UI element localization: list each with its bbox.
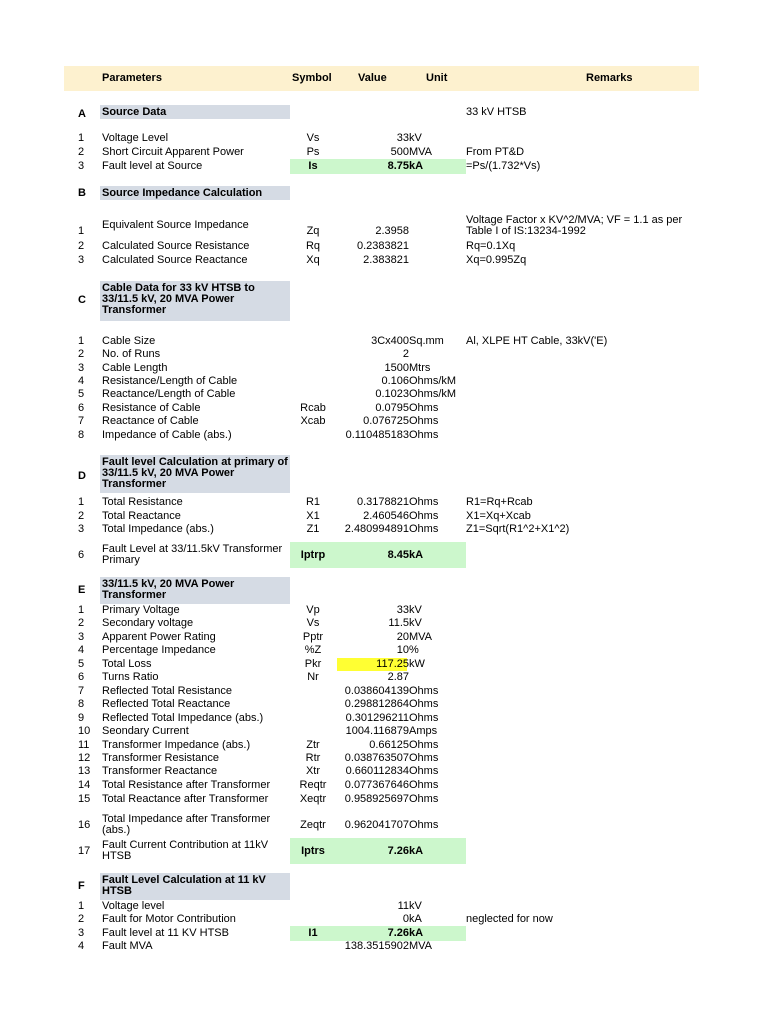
table-row bbox=[0, 685, 768, 698]
value-cell: 0.076725 bbox=[363, 415, 409, 427]
unit-cell: kA bbox=[409, 845, 424, 857]
section-letter-c: C bbox=[78, 294, 86, 306]
row-number: 8 bbox=[78, 698, 85, 710]
symbol-cell: Reqtr bbox=[299, 779, 327, 791]
unit-cell: Ohms/kM bbox=[409, 375, 457, 387]
table-row bbox=[0, 813, 768, 837]
row-number: 8 bbox=[78, 429, 85, 441]
table-row bbox=[0, 927, 768, 940]
value-cell: 33 bbox=[396, 132, 409, 144]
unit-cell: kW bbox=[409, 658, 425, 670]
parameter-name: No. of Runs bbox=[102, 348, 161, 360]
row-number: 6 bbox=[78, 549, 85, 561]
row-number: 12 bbox=[78, 752, 91, 764]
section-title-b: Source Impedance Calculation bbox=[100, 186, 290, 200]
column-header-bar bbox=[64, 66, 699, 91]
value-cell: 8.75 bbox=[387, 160, 409, 172]
symbol-cell: Rcab bbox=[300, 402, 326, 414]
value-cell: 7.26 bbox=[387, 927, 409, 939]
value-cell: 0.106 bbox=[381, 375, 409, 387]
remarks-cell: neglected for now bbox=[466, 913, 553, 925]
value-cell: 0.66125 bbox=[369, 739, 409, 751]
remarks-cell: Al, XLPE HT Cable, 33kV('E) bbox=[466, 335, 608, 347]
unit-cell: MVA bbox=[409, 940, 433, 952]
row-number: 7 bbox=[78, 415, 85, 427]
table-row bbox=[0, 429, 768, 442]
symbol-cell: Xq bbox=[306, 254, 320, 266]
value-cell: 0.301296211 bbox=[345, 712, 409, 724]
unit-cell: Ohms bbox=[409, 496, 439, 508]
header-parameters: Parameters bbox=[102, 72, 162, 84]
unit-cell: MVA bbox=[409, 631, 433, 643]
table-row bbox=[0, 913, 768, 926]
row-number: 3 bbox=[78, 631, 85, 643]
value-cell: 0.038604139 bbox=[344, 685, 409, 697]
parameter-name: Short Circuit Apparent Power bbox=[102, 146, 244, 158]
parameter-name: Cable Length bbox=[102, 362, 168, 374]
parameter-name: Resistance of Cable bbox=[102, 402, 201, 414]
parameter-name: Voltage Level bbox=[102, 132, 169, 144]
row-number: 17 bbox=[78, 845, 91, 857]
parameter-name: Equivalent Source Impedance bbox=[102, 219, 249, 231]
section-letter-e: E bbox=[78, 584, 86, 596]
section-title-a: Source Data bbox=[100, 105, 290, 119]
section-letter-b: B bbox=[78, 187, 86, 199]
value-cell: 0.077367646 bbox=[344, 779, 409, 791]
value-cell: 10 bbox=[396, 644, 409, 656]
unit-cell: Ohms bbox=[409, 819, 439, 831]
value-cell: 11 bbox=[397, 900, 409, 912]
value-cell: 0.038763507 bbox=[344, 752, 409, 764]
row-number: 4 bbox=[78, 644, 85, 656]
unit-cell: Ohms bbox=[409, 510, 439, 522]
row-number: 6 bbox=[78, 402, 85, 414]
unit-cell: Ohms bbox=[409, 698, 439, 710]
table-row bbox=[0, 335, 768, 348]
row-number: 11 bbox=[78, 739, 90, 751]
header-remarks: Remarks bbox=[586, 72, 633, 84]
value-cell: 0.0795 bbox=[375, 402, 409, 414]
remarks-cell: X1=Xq+Xcab bbox=[466, 510, 531, 522]
unit-cell: MVA bbox=[409, 146, 433, 158]
symbol-cell: Vs bbox=[306, 617, 320, 629]
unit-cell: kV bbox=[409, 604, 422, 616]
parameter-name: Percentage Impedance bbox=[102, 644, 216, 656]
parameter-name: Total Impedance after Transformer (abs.) bbox=[102, 813, 271, 836]
row-number: 1 bbox=[78, 604, 85, 616]
symbol-cell: Iptrs bbox=[301, 845, 325, 857]
row-number: 1 bbox=[78, 225, 85, 237]
section-letter-d: D bbox=[78, 470, 86, 482]
table-row bbox=[0, 765, 768, 778]
parameter-name: Total Resistance after Transformer bbox=[102, 779, 271, 791]
value-cell: 2.480994891 bbox=[344, 523, 409, 535]
row-number: 16 bbox=[78, 819, 91, 831]
table-row bbox=[0, 671, 768, 684]
row-number: 3 bbox=[78, 254, 85, 266]
table-row bbox=[0, 146, 768, 159]
remarks-cell: R1=Rq+Rcab bbox=[466, 496, 533, 508]
row-number: 5 bbox=[78, 658, 85, 670]
value-cell: 0.110485183 bbox=[345, 429, 409, 441]
value-cell: 20 bbox=[396, 631, 409, 643]
table-row bbox=[0, 839, 768, 863]
unit-cell: kV bbox=[409, 617, 422, 629]
symbol-cell: Vp bbox=[306, 604, 320, 616]
unit-cell: Ohms bbox=[409, 523, 439, 535]
parameter-name: Seondary Current bbox=[102, 725, 189, 737]
value-cell: 0 bbox=[402, 913, 409, 925]
remarks-cell: Xq=0.995Zq bbox=[466, 254, 527, 266]
table-row bbox=[0, 132, 768, 145]
symbol-cell: Pkr bbox=[304, 658, 322, 670]
table-row bbox=[0, 523, 768, 536]
symbol-cell: %Z bbox=[304, 644, 322, 656]
parameter-name: Total Reactance bbox=[102, 510, 181, 522]
unit-cell: Sq.mm bbox=[409, 335, 444, 347]
symbol-cell: Nr bbox=[307, 671, 319, 683]
unit-cell: kV bbox=[409, 132, 422, 144]
parameter-name: Primary Voltage bbox=[102, 604, 180, 616]
parameter-name: Secondary voltage bbox=[102, 617, 194, 629]
symbol-cell: Iptrp bbox=[300, 549, 326, 561]
row-number: 1 bbox=[78, 132, 85, 144]
value-cell: 117.25 bbox=[376, 658, 409, 670]
table-row bbox=[0, 388, 768, 401]
parameter-name: Calculated Source Reactance bbox=[102, 254, 248, 266]
parameter-name: Resistance/Length of Cable bbox=[102, 375, 238, 387]
row-number: 5 bbox=[78, 388, 85, 400]
unit-cell: Mtrs bbox=[409, 362, 431, 374]
value-cell: 2.87 bbox=[387, 671, 409, 683]
row-number: 3 bbox=[78, 160, 85, 172]
parameter-name: Calculated Source Resistance bbox=[102, 240, 250, 252]
row-number: 10 bbox=[78, 725, 91, 737]
parameter-name: Voltage level bbox=[102, 900, 165, 912]
symbol-cell: I1 bbox=[308, 927, 318, 939]
parameter-name: Fault for Motor Contribution bbox=[102, 913, 236, 925]
value-cell: 1500 bbox=[384, 362, 409, 374]
value-cell: 8.45 bbox=[387, 549, 409, 561]
symbol-cell: Ps bbox=[306, 146, 320, 158]
unit-cell: Ohms bbox=[409, 685, 439, 697]
value-cell: 0.2383821 bbox=[357, 240, 409, 252]
parameter-name: Fault level at Source bbox=[102, 160, 203, 172]
header-unit: Unit bbox=[426, 72, 448, 84]
unit-cell: Ohms bbox=[409, 429, 439, 441]
value-cell: 2.383821 bbox=[363, 254, 409, 266]
row-number: 13 bbox=[78, 765, 91, 777]
parameter-name: Transformer Impedance (abs.) bbox=[102, 739, 251, 751]
value-cell: 2.3958 bbox=[375, 225, 409, 237]
unit-cell: Ohms bbox=[409, 415, 439, 427]
parameter-name: Transformer Reactance bbox=[102, 765, 218, 777]
row-number: 1 bbox=[78, 496, 85, 508]
section-letter-a: A bbox=[78, 108, 86, 120]
table-row bbox=[0, 254, 768, 267]
row-number: 6 bbox=[78, 671, 85, 683]
value-cell: 2.460546 bbox=[363, 510, 409, 522]
unit-cell: kA bbox=[409, 913, 422, 925]
row-number: 2 bbox=[78, 913, 85, 925]
unit-cell: Ohms bbox=[409, 402, 439, 414]
row-number: 3 bbox=[78, 523, 85, 535]
value-cell: 0.958925697 bbox=[344, 793, 409, 805]
table-row bbox=[0, 940, 768, 953]
table-row bbox=[0, 348, 768, 361]
table-row bbox=[0, 658, 768, 671]
parameter-name: Reactance/Length of Cable bbox=[102, 388, 236, 400]
parameter-name: Apparent Power Rating bbox=[102, 631, 216, 643]
parameter-name: Fault MVA bbox=[102, 940, 153, 952]
header-value: Value bbox=[358, 72, 387, 84]
row-number: 9 bbox=[78, 712, 85, 724]
table-row bbox=[0, 793, 768, 806]
remarks-cell: Voltage Factor x KV^2/MVA; VF = 1.1 as per Table I of IS:13234-1992 bbox=[466, 214, 683, 237]
parameter-name: Reflected Total Resistance bbox=[102, 685, 233, 697]
table-row bbox=[0, 415, 768, 428]
row-number: 2 bbox=[78, 617, 85, 629]
parameter-name: Reactance of Cable bbox=[102, 415, 199, 427]
symbol-cell: Zq bbox=[306, 225, 320, 237]
parameter-name: Transformer Resistance bbox=[102, 752, 219, 764]
parameter-name: Reflected Total Reactance bbox=[102, 698, 231, 710]
row-number: 4 bbox=[78, 940, 85, 952]
symbol-cell: Xcab bbox=[300, 415, 326, 427]
table-row bbox=[0, 698, 768, 711]
section-remark-a: 33 kV HTSB bbox=[466, 106, 527, 118]
value-cell: 3Cx400 bbox=[371, 335, 409, 347]
table-row bbox=[0, 240, 768, 253]
symbol-cell: Vs bbox=[306, 132, 320, 144]
table-row bbox=[0, 510, 768, 523]
row-number: 2 bbox=[78, 348, 85, 360]
parameter-name: Total Impedance (abs.) bbox=[102, 523, 214, 535]
table-row bbox=[0, 779, 768, 792]
remarks-cell: From PT&D bbox=[466, 146, 525, 158]
table-row bbox=[0, 739, 768, 752]
table-row bbox=[0, 631, 768, 644]
unit-cell: Ohms bbox=[409, 712, 439, 724]
remarks-cell: =Ps/(1.732*Vs) bbox=[466, 160, 541, 172]
row-number: 7 bbox=[78, 685, 85, 697]
unit-cell: Ohms bbox=[409, 779, 439, 791]
row-number: 4 bbox=[78, 375, 85, 387]
symbol-cell: Xeqtr bbox=[299, 793, 327, 805]
value-cell: 7.26 bbox=[387, 845, 409, 857]
value-cell: 0.962041707 bbox=[344, 819, 409, 831]
parameter-name: Total Loss bbox=[102, 658, 152, 670]
row-number: 14 bbox=[78, 779, 91, 791]
row-number: 3 bbox=[78, 927, 85, 939]
row-number: 1 bbox=[78, 900, 85, 912]
section-letter-f: F bbox=[78, 880, 85, 892]
table-row bbox=[0, 496, 768, 509]
unit-cell: Ohms bbox=[409, 765, 439, 777]
unit-cell: Ohms bbox=[409, 739, 439, 751]
table-row bbox=[0, 725, 768, 738]
row-number: 3 bbox=[78, 362, 85, 374]
parameter-name: Total Resistance bbox=[102, 496, 183, 508]
unit-cell: Amps bbox=[409, 725, 438, 737]
remarks-cell: Z1=Sqrt(R1^2+X1^2) bbox=[466, 523, 570, 535]
table-row bbox=[0, 752, 768, 765]
unit-cell: kA bbox=[409, 927, 424, 939]
symbol-cell: Zeqtr bbox=[300, 819, 326, 831]
symbol-cell: Ztr bbox=[306, 739, 320, 751]
value-cell: 1004.116879 bbox=[345, 725, 409, 737]
unit-cell: Ohms/kM bbox=[409, 388, 457, 400]
value-cell: 500 bbox=[390, 146, 409, 158]
symbol-cell: Rq bbox=[305, 240, 321, 252]
table-row bbox=[0, 712, 768, 725]
table-row bbox=[0, 617, 768, 630]
unit-cell: % bbox=[409, 644, 419, 656]
unit-cell: kA bbox=[409, 160, 424, 172]
symbol-cell: X1 bbox=[306, 510, 320, 522]
value-cell: 2 bbox=[402, 348, 409, 360]
parameter-name: Cable Size bbox=[102, 335, 156, 347]
value-cell: 0.3178821 bbox=[357, 496, 409, 508]
section-title-c: Cable Data for 33 kV HTSB to 33/11.5 kV, 20 MVA Power Transformer bbox=[100, 281, 290, 321]
value-cell: 33 bbox=[396, 604, 409, 616]
row-number: 2 bbox=[78, 146, 85, 158]
parameter-name: Fault Level at 33/11.5kV Transformer Primary bbox=[102, 543, 283, 566]
table-row bbox=[0, 543, 768, 567]
symbol-cell: Is bbox=[308, 160, 318, 172]
unit-cell: Ohms bbox=[409, 793, 439, 805]
symbol-cell: Z1 bbox=[306, 523, 320, 535]
unit-cell: Ohms bbox=[409, 752, 439, 764]
value-cell: 11.5 bbox=[388, 617, 409, 629]
parameter-name: Fault Current Contribution at 11kV HTSB bbox=[102, 839, 269, 862]
row-number: 15 bbox=[78, 793, 91, 805]
section-title-d: Fault level Calculation at primary of 33/11.5 kV, 20 MVA Power Transformer bbox=[100, 455, 290, 493]
unit-cell: kV bbox=[409, 900, 422, 912]
unit-cell: kA bbox=[409, 549, 424, 561]
parameter-name: Fault level at 11 KV HTSB bbox=[102, 927, 229, 939]
table-row bbox=[0, 362, 768, 375]
row-number: 1 bbox=[78, 335, 85, 347]
table-row bbox=[0, 644, 768, 657]
parameter-name: Total Reactance after Transformer bbox=[102, 793, 269, 805]
parameter-name: Impedance of Cable (abs.) bbox=[102, 429, 232, 441]
row-number: 2 bbox=[78, 510, 85, 522]
section-title-f: Fault Level Calculation at 11 kV HTSB bbox=[100, 873, 290, 900]
symbol-cell: Xtr bbox=[305, 765, 321, 777]
symbol-cell: Rtr bbox=[305, 752, 321, 764]
value-cell: 0.1023 bbox=[375, 388, 409, 400]
table-row bbox=[0, 160, 768, 173]
symbol-cell: R1 bbox=[305, 496, 321, 508]
symbol-cell: Pptr bbox=[302, 631, 324, 643]
value-cell: 0.660112834 bbox=[345, 765, 409, 777]
value-cell: 0.298812864 bbox=[344, 698, 409, 710]
table-row bbox=[0, 604, 768, 617]
parameter-name: Reflected Total Impedance (abs.) bbox=[102, 712, 264, 724]
table-row bbox=[0, 402, 768, 415]
header-symbol: Symbol bbox=[292, 72, 332, 84]
value-cell: 138.3515902 bbox=[344, 940, 409, 952]
row-number: 2 bbox=[78, 240, 85, 252]
table-row bbox=[0, 900, 768, 913]
parameter-name: Turns Ratio bbox=[102, 671, 159, 683]
table-row bbox=[0, 375, 768, 388]
remarks-cell: Rq=0.1Xq bbox=[466, 240, 516, 252]
section-title-e: 33/11.5 kV, 20 MVA Power Transformer bbox=[100, 577, 290, 604]
